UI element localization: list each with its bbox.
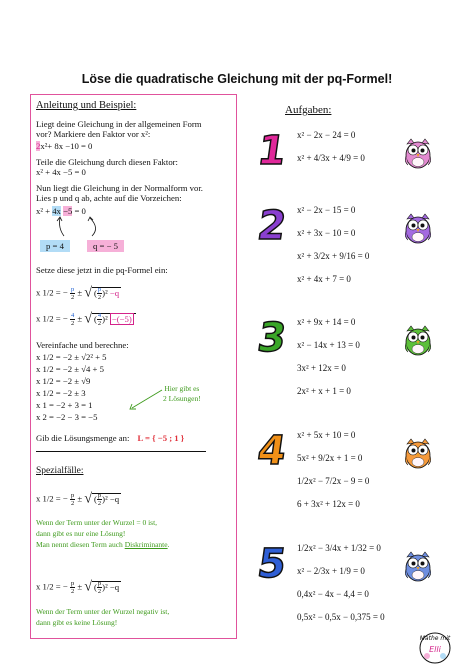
formula-lhs: x 1/2 = − <box>36 287 68 298</box>
task-equation: x² + 9x + 14 = 0 <box>297 317 356 327</box>
solution-set-line <box>36 433 184 443</box>
special1-inner-num: p <box>97 492 102 499</box>
note-line-1: Hier gibt es <box>164 384 200 393</box>
p-half-fraction-inner <box>97 286 102 301</box>
task-equation: x² + 5x + 10 = 0 <box>297 430 356 440</box>
pq-formula <box>36 286 121 301</box>
special1-lhs: x 1/2 = − <box>36 493 68 504</box>
task-equation: 1/2x² − 7/2x − 9 = 0 <box>297 476 370 486</box>
inserted-plus-minus: ± <box>77 313 83 324</box>
task-equation: x² − 2x − 24 = 0 <box>297 130 356 140</box>
inserted-fraction <box>70 312 75 327</box>
task-equation: x² + 3x − 10 = 0 <box>297 228 356 238</box>
special1-inner-den: 2 <box>97 500 102 507</box>
special2-frac-den: 2 <box>70 588 75 595</box>
task-equation: 1/2x² − 3/4x + 1/32 = 0 <box>297 543 381 553</box>
special1-minus-q: −q <box>109 493 120 504</box>
frac-num-inner: p <box>97 286 102 293</box>
step-1: x 1/2 = −2 ± √2² + 5 <box>36 352 107 362</box>
inserted-inner-den: 2 <box>97 320 102 327</box>
owl-icon <box>403 323 433 357</box>
task-equation: 5x² + 9/2x + 1 = 0 <box>297 453 363 463</box>
special2-inner-num: p <box>97 580 102 587</box>
task-group-number-4: 4 <box>254 428 290 474</box>
task-equation: 0,5x² − 0,5x − 0,375 = 0 <box>297 612 385 622</box>
special-formula-2 <box>36 580 121 595</box>
inserted-radicand: ( $\frac{4}{2}$ )² −(−5) <box>92 313 136 324</box>
task-equation: x² + 4x + 7 = 0 <box>297 274 351 284</box>
minus-q: −q <box>109 287 120 298</box>
special1-text-3 <box>36 540 169 550</box>
owl-icon <box>403 436 433 470</box>
inserted-minus-q: −(−5) <box>111 313 132 324</box>
instruction-heading: Anleitung und Beispiel: <box>36 100 137 111</box>
inserted-fraction-inner <box>97 312 102 327</box>
task-equation: 2x² + x + 1 = 0 <box>297 386 351 396</box>
task-equation: x² − 2x − 15 = 0 <box>297 205 356 215</box>
step-5: x 1 = −2 + 3 = 1 <box>36 400 93 410</box>
intro-line-1: Liegt deine Gleichung in der allgemeinen Form <box>36 119 202 129</box>
special1-root-sign: √ <box>84 491 92 507</box>
special2-radicand: ( $\frac{p}{2}$ )² −q <box>94 580 120 595</box>
solution-set: L = { −5 ; 1 } <box>137 433 185 443</box>
plus-minus: ± <box>77 287 83 298</box>
task-group-number-1: 1 <box>254 128 290 174</box>
special1-frac-num: p <box>70 492 75 499</box>
radicand: ( $\frac{p}{2}$ )² −q <box>94 286 120 301</box>
task-group-number-5: 5 <box>254 541 290 587</box>
special2-fraction <box>70 580 75 595</box>
inserted-lhs: x 1/2 = − <box>36 313 68 324</box>
insert-instruction: Setze diese jetzt in die pq-Formel ein: <box>36 265 168 275</box>
leading-factor: 2 <box>36 141 41 151</box>
q-value: q = − 5 <box>87 240 124 252</box>
special-cases-heading: Spezialfälle: <box>36 466 84 476</box>
inserted-frac-num: 4 <box>70 312 75 319</box>
intro-line-2: vor? Markiere den Faktor vor x²: <box>36 129 151 139</box>
task-equation: 6 + 3x² + 12x = 0 <box>297 499 360 509</box>
special1-fraction <box>70 492 75 507</box>
root-sign: √ <box>84 285 92 301</box>
divide-instruction: Teile die Gleichung durch diesen Faktor: <box>36 157 178 167</box>
special2-minus-q: −q <box>109 581 120 592</box>
q-term: −5 <box>63 206 73 216</box>
inserted-formula <box>36 312 136 327</box>
special2-inner-fraction <box>97 580 102 595</box>
special2-text-2: dann gibt es keine Lösung! <box>36 618 118 627</box>
p-half-fraction <box>70 286 75 301</box>
normal-form-line-2: Lies p und q ab, achte auf die Vorzeichen: <box>36 193 182 203</box>
special1-square: ² <box>105 493 108 504</box>
svg-text:Elli: Elli <box>429 645 441 654</box>
step-4: x 1/2 = −2 ± 3 <box>36 388 86 398</box>
tasks-heading: Aufgaben: <box>285 104 332 116</box>
inserted-square: ² <box>105 313 108 324</box>
general-form-rest: x²+ 8x −10 = 0 <box>40 141 93 151</box>
normal-eq-part-a: x² + <box>36 206 53 216</box>
simplify-instruction: Vereinfache und berechne: <box>36 340 129 350</box>
p-value: p = 4 <box>40 240 70 252</box>
step-2: x 1/2 = −2 ± √4 + 5 <box>36 364 104 374</box>
svg-text:Mathe mit: Mathe mit <box>419 635 451 642</box>
special1-text-1: Wenn der Term unter der Wurzel = 0 ist, <box>36 518 158 527</box>
task-group-number-3: 3 <box>254 315 290 361</box>
special2-square: ² <box>105 581 108 592</box>
divided-equation: x² + 4x −5 = 0 <box>36 167 86 177</box>
frac-num: p <box>70 286 75 293</box>
frac-den-inner: 2 <box>97 294 102 301</box>
mathe-mit-elli-logo <box>415 628 455 664</box>
special1-text-2: dann gibt es nur eine Lösung! <box>36 529 126 538</box>
special2-root-sign: √ <box>84 579 92 595</box>
step-3: x 1/2 = −2 ± √9 <box>36 376 91 386</box>
solution-text: Gib die Lösungsmenge an: <box>36 433 130 443</box>
task-equation: 3x² + 12x = 0 <box>297 363 346 373</box>
special2-inner-den: 2 <box>97 588 102 595</box>
task-equation: x² + 3/2x + 9/16 = 0 <box>297 251 370 261</box>
special2-lhs: x 1/2 = − <box>36 581 68 592</box>
special1-frac-den: 2 <box>70 500 75 507</box>
special1-text-3-end: . <box>167 540 170 549</box>
special-formula-1 <box>36 492 121 507</box>
task-equation: x² + 4/3x + 4/9 = 0 <box>297 153 365 163</box>
inserted-root-sign: √ <box>84 311 92 327</box>
worksheet-title: Löse die quadratische Gleichung mit der pq-Formel! <box>81 72 393 86</box>
task-group-number-2: 2 <box>254 203 290 249</box>
task-equation: x² − 14x + 13 = 0 <box>297 340 360 350</box>
discriminant-term: Diskriminante <box>124 540 168 549</box>
two-solutions-note <box>163 384 201 404</box>
special2-text-1: Wenn der Term unter der Wurzel negativ ist, <box>36 607 170 616</box>
inserted-inner-num: 4 <box>97 312 102 319</box>
normal-eq-part-c: = 0 <box>72 206 86 216</box>
normal-form-line-1: Nun liegt die Gleichung in der Normalform vor. <box>36 183 203 193</box>
special2-plus-minus: ± <box>77 581 83 592</box>
p-term: 4x <box>52 206 61 216</box>
task-equation: x² − 2/3x + 1/9 = 0 <box>297 566 365 576</box>
general-form-equation <box>36 141 92 151</box>
divider <box>36 451 206 452</box>
square: ² <box>105 287 108 298</box>
frac-den: 2 <box>70 294 75 301</box>
owl-icon <box>403 549 433 583</box>
special1-text-3-start: Man nennt diesen Term auch <box>36 540 125 549</box>
owl-icon <box>403 136 433 170</box>
task-equation: 0,4x² − 4x − 4,4 = 0 <box>297 589 369 599</box>
special1-plus-minus: ± <box>77 493 83 504</box>
special1-radicand: ( $\frac{p}{2}$ )² −q <box>94 492 120 507</box>
special2-frac-num: p <box>70 580 75 587</box>
inserted-frac-den: 2 <box>70 320 75 327</box>
special1-inner-fraction <box>97 492 102 507</box>
note-arrow <box>126 386 166 416</box>
owl-icon <box>403 211 433 245</box>
step-6: x 2 = −2 − 3 = −5 <box>36 412 98 422</box>
note-line-2: 2 Lösungen! <box>163 394 201 403</box>
